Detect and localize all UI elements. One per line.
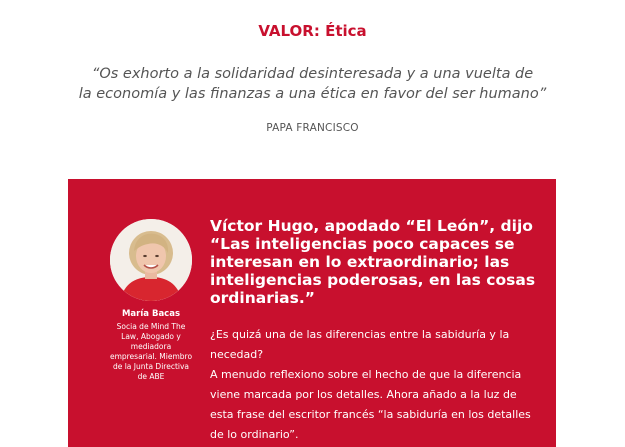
body-line: viene marcada por los detalles. Ahora añado a la luz de	[210, 388, 517, 401]
quote-line: la economía y las finanzas a una ética en favor del ser humano”	[78, 86, 547, 102]
headline-line: ordinarias.”	[210, 289, 315, 307]
article-panel	[68, 179, 556, 447]
body-line: ¿Es quizá una de las diferencias entre la sabiduría y la	[210, 328, 510, 341]
bio-line: Law, Abogado y	[121, 332, 181, 341]
headline-line: “Las inteligencias poco capaces se	[210, 235, 515, 253]
profile-bio	[98, 322, 204, 382]
headline-line: inteligencias poderosas, en las cosas	[210, 271, 536, 289]
body-line: esta frase del escritor francés “la sabiduría en los detalles	[210, 408, 531, 421]
article-body	[210, 325, 530, 445]
bio-line: empresarial. Miembro	[109, 352, 193, 361]
avatar	[110, 219, 192, 301]
quote	[0, 64, 625, 104]
portrait-photo	[110, 219, 192, 301]
bio-line: de la Junta Directiva	[112, 362, 190, 371]
profile-name: María Bacas	[121, 309, 181, 319]
bio-line: mediadora	[130, 342, 172, 351]
bio-line: de ABE	[137, 372, 165, 381]
body-line: de lo ordinario”.	[210, 428, 299, 441]
headline-line: interesan en lo extraordinario; las	[210, 253, 510, 271]
body-line: necedad?	[210, 348, 264, 361]
value-title: VALOR: Ética	[258, 22, 367, 40]
article-headline	[210, 217, 550, 307]
headline-line: Víctor Hugo, apodado “El León”, dijo	[210, 217, 533, 235]
body-line: A menudo reflexiono sobre el hecho de que la diferencia	[210, 368, 522, 381]
bio-line: Socia de Mind The	[116, 322, 186, 331]
quote-author: PAPA FRANCISCO	[266, 122, 359, 134]
quote-line: “Os exhorto a la solidaridad desinteresada y a una vuelta de	[91, 66, 534, 82]
